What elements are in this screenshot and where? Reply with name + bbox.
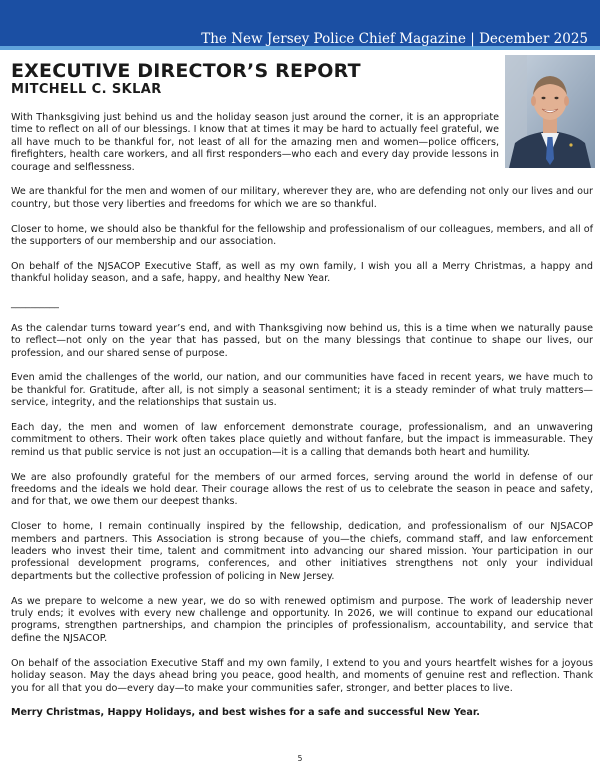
article-title: EXECUTIVE DIRECTOR’S REPORT: [11, 60, 361, 82]
paragraph: Each day, the men and women of law enforcement demonstrate courage, professionalism, and an unwavering commitment to others. Their work often takes place quietly and without fanfare, but the impact is immeasurable. They remind us that public service is not just an occupation—it is a calling that demands both heart and humility.: [11, 422, 593, 458]
magazine-header-banner: [0, 0, 600, 50]
page-number: 5: [297, 754, 303, 763]
paragraph: Closer to home, we should also be thankful for the fellowship and professionalism of our colleagues, members, and all of the supporters of our membership and our association.: [11, 223, 593, 248]
paragraph: Even amid the challenges of the world, our nation, and our communities have faced in recent years, we have much to be thankful for. Gratitude, after all, is not simply a seasonal sentiment; it is a steady reminder of what truly matters—service, integrity, and the relationships that sustain us.: [11, 372, 593, 409]
paragraph: With Thanksgiving just behind us and the holiday season just around the corner, it is an appropriate time to reflect on all of our blessings. I know that at times it may be hard to actually feel grateful, we all have much to be thankful for, not least of all for the amazing men and women—police officers, firefighters, health care workers, and all first responders—who each and every day provide lessons in courage and selflessness.: [11, 112, 499, 173]
paragraph: As we prepare to welcome a new year, we do so with renewed optimism and purpose. The work of leadership never truly ends; it evolves with every new challenge and opportunity. In 2026, we will continue to expand our educational programs, strengthen partnerships, and champion the principles of professionalism, accountability, and service that define the NJSACOP.: [11, 595, 593, 644]
author-name: MITCHELL C. SKLAR: [11, 82, 162, 97]
paragraph: As the calendar turns toward year’s end, and with Thanksgiving now behind us, this is a time when we naturally pause to reflect—not only on the year that has passed, but on the many blessings that continue to shape our lives, our profession, and our shared sense of purpose.: [11, 322, 593, 359]
article-body: [11, 112, 593, 720]
paragraph: On behalf of the association Executive Staff and my own family, I extend to you and yours heartfelt wishes for a joyous holiday season. May the days ahead bring you peace, good health, and moments of genuine rest and reflection. Thank you for all that you do—every day—to make your communities safer, stronger, and better places to live.: [11, 657, 593, 694]
closing-line: Merry Christmas, Happy Holidays, and best wishes for a safe and successful New Year.: [11, 707, 480, 719]
paragraph: We are thankful for the men and women of our military, wherever they are, who are defending not only our lives and our country, but those very liberties and freedoms for which we are so thankful.: [11, 186, 593, 210]
paragraph: Closer to home, I remain continually inspired by the fellowship, dedication, and professionalism of our NJSACOP members and partners. This Association is strong because of you—the chiefs, command staff, and law enforcement leaders who invest their time, talent and commitment into advancing our shared mission. Your participation in our professional development programs, conferences, and other initiatives strengthens not only your individual departments but the collective profession of policing in New Jersey.: [11, 521, 593, 582]
publication-title: The New Jersey Police Chief Magazine | December 2025: [201, 31, 588, 47]
section-divider: __________: [11, 298, 59, 310]
paragraph: On behalf of the NJSACOP Executive Staff, as well as my own family, I wish you all a Merry Christmas, a happy and thankful holiday season, and a safe, happy, and healthy New Year.: [11, 260, 593, 285]
paragraph: We are also profoundly grateful for the members of our armed forces, serving around the world in defense of our freedoms and the ideals we hold dear. Their courage allows the rest of us to celebrate the season in peace and safety, and for that, we owe them our deepest thanks.: [11, 471, 593, 508]
